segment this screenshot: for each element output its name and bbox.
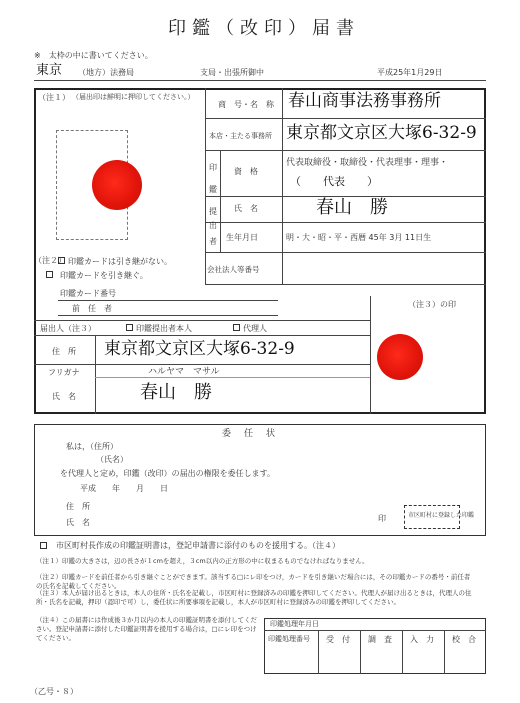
card-inherit-checkbox[interactable] [46, 271, 53, 278]
qualification-label: 資 格 [234, 167, 258, 176]
office-use-col-1: 受 付 [326, 635, 350, 644]
note1-label: （注１） [38, 93, 70, 102]
trade-name-value: 春山商事法務事務所 [288, 91, 441, 111]
proxy-me: 私は，（住所） [66, 442, 118, 451]
qualification-value: 代表取締役・取締役・代表理事・理事・ [286, 158, 449, 168]
office-label: 本店・主たる事務所 [209, 132, 272, 140]
proxy-seal-mark: 印 [378, 514, 386, 523]
applicant-address-label: 住 所 [52, 347, 76, 356]
proxy-body: を代理人と定め，印鑑（改印）の届出の権限を委任します。 [60, 469, 276, 478]
footer-code: （乙号・８） [30, 687, 78, 696]
note2-option-2: 印鑑カードを引き継ぐ。 [60, 271, 148, 280]
qualification-sub: （ 代表 ） [290, 175, 378, 188]
proxy-address: 住 所 [66, 502, 90, 511]
note2-option-1: 印鑑カードは引き継がない。 [68, 257, 172, 266]
note-4: （注４）この届書には作成後３か月以内の本人の印鑑証明書を添付してください。登記申請書に添付した印鑑証明書を援用する場合は，□にレ印をつけてください。 [36, 616, 257, 643]
trade-name-label: 商 号・名 称 [218, 100, 274, 109]
card-number-label: 印鑑カード番号 [60, 289, 116, 298]
applicant-address-value: 東京都文京区大塚6-32-9 [104, 339, 295, 359]
name-value: 春山 勝 [316, 197, 388, 218]
proxy-title: 委 任 状 [222, 429, 278, 439]
note1-text: （届出印は鮮明に押印してください。） [72, 93, 195, 101]
office-printed-2: 支局・出張所御中 [200, 68, 264, 77]
side-label-3: 提 [209, 207, 217, 216]
applicant-proxy-option: 代理人 [243, 324, 267, 333]
side-label-4: 出 [209, 221, 217, 230]
office-handwritten: 東京 [36, 63, 63, 78]
applicant-self-option: 印鑑提出者本人 [136, 324, 192, 333]
office-use-number-label: 印鑑処理番号 [268, 635, 310, 643]
card-not-inherit-checkbox[interactable] [58, 257, 65, 264]
page-title: 印鑑（改印）届書 [168, 18, 360, 39]
applicant-proxy-checkbox[interactable] [233, 324, 240, 331]
office-use-col-3: 入 力 [410, 635, 434, 644]
side-label-5: 者 [209, 237, 217, 246]
note-2: （注２）印鑑カードを前任者から引き継ぐことができます。該当する□にレ印をつけ，カードを引き継いだ場合には，その印鑑カードの番号・前任者の氏名を記載してください。 [36, 573, 471, 590]
note2-label: （注２） [34, 256, 66, 265]
applicant-label: 届出人（注３） [40, 324, 96, 333]
date-printed: 平成25年1月29日 [377, 68, 443, 77]
name-label: 氏 名 [234, 204, 258, 213]
corp-number-label: 会社法人等番号 [207, 265, 260, 274]
applicant-seal-stamp [377, 334, 423, 380]
proxy-name: 氏 名 [66, 518, 90, 527]
applicant-name-value: 春山 勝 [140, 382, 212, 403]
applicant-self-checkbox[interactable] [126, 324, 133, 331]
proxy-date: 平成 年 月 日 [80, 484, 168, 493]
applicant-furigana-label: フリガナ [48, 368, 80, 377]
side-label-2: 鑑 [209, 185, 217, 194]
registered-seal-stamp [92, 160, 142, 210]
office-printed-1: （地方）法務局 [78, 68, 134, 77]
certificate-check-line: 市区町村長作成の印鑑証明書は，登記申請書に添付のものを援用する。（注４） [56, 541, 340, 550]
previous-user-label: 前 任 者 [72, 304, 112, 313]
office-use-col-2: 調 査 [368, 635, 392, 644]
office-value: 東京都文京区大塚6-32-9 [286, 123, 477, 143]
use-attached-certificate-checkbox[interactable] [40, 542, 47, 549]
side-label-1: 印 [209, 163, 217, 172]
note-3: （注３）本人が届け出るときは，本人の住所・氏名を記載し，市区町村に登録済みの印鑑を押印してください。代理人が届け出るときは，代理人の住所・氏名を記載，押印（認印で可）し，委任状に所要事項を記載し，本人が市区町村に登録済みの印鑑を押印してください。 [36, 589, 472, 606]
dob-label: 生年月日 [226, 233, 258, 242]
top-note: ※ 太枠の中に書いてください。 [34, 51, 153, 60]
proxy-me-name: （氏名） [96, 455, 128, 464]
dob-value: 明・大・昭・平・西暦 45年 3月 11日生 [286, 233, 432, 242]
stamp-note: （注３）の印 [408, 300, 456, 309]
applicant-furigana-value: ハルヤマ マサル [148, 367, 220, 377]
applicant-name-label: 氏 名 [52, 392, 76, 401]
note-1: （注１）印鑑の大きさは，辺の長さが１cmを超え，３cm以内の正方形の中に収まるものでなければなりません。 [36, 557, 369, 565]
proxy-seal-box-label: 市区町村に登録した印鑑 [408, 512, 475, 519]
office-use-date-label: 印鑑処理年月日 [270, 620, 319, 628]
office-use-col-4: 校 合 [452, 635, 476, 644]
